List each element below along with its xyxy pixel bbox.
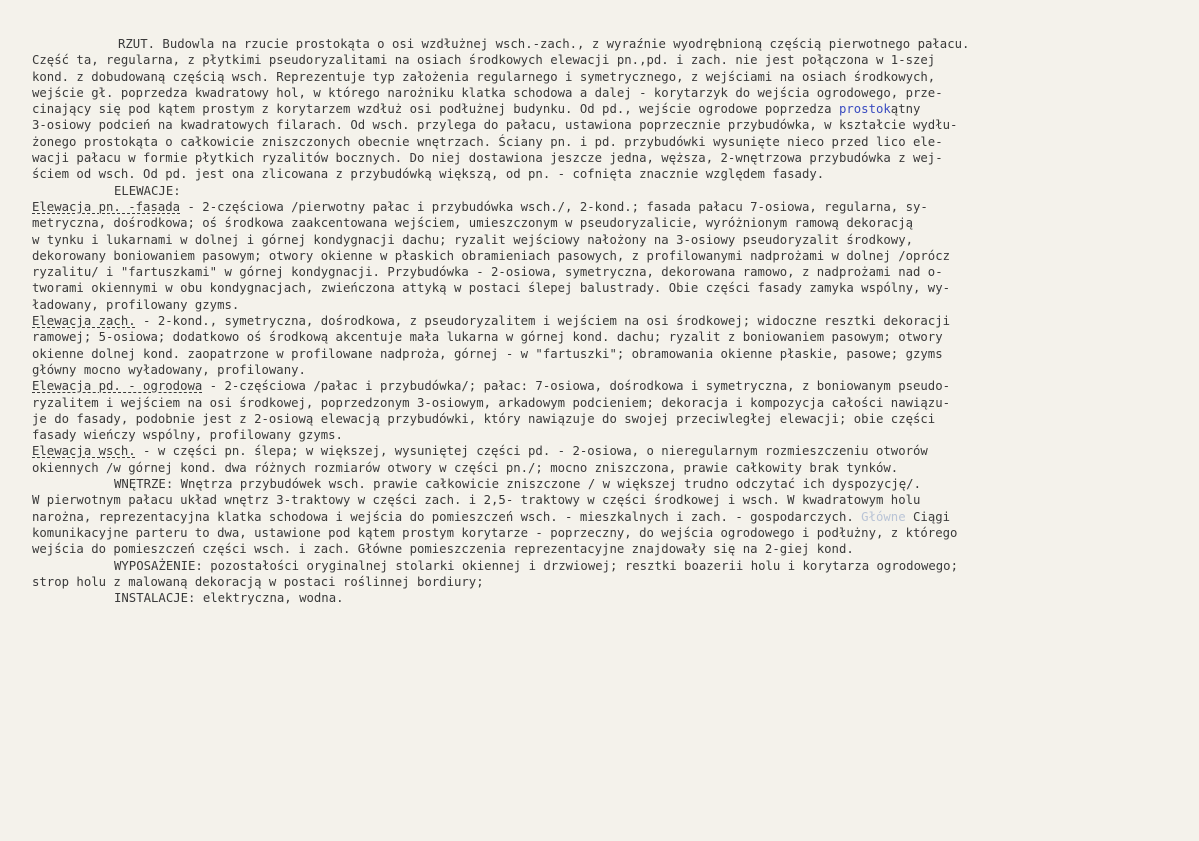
wyposazenie-line-2: strop holu z malowaną dekoracją w postaci roślinnej bordiury; — [32, 574, 484, 589]
elewacja-pn-line-4: dekorowany boniowaniem pasowym; otwory okienne w płaskich obramieniach pasowych, z profilowanymi nadprożami w dolnej /oprócz — [32, 248, 951, 263]
highlighted-word: prostok — [838, 102, 891, 117]
elewacja-zach-line-1: Elewacja zach. - 2-kond., symetryczna, dośrodkowa, z pseudoryzalitem i wejściem na osi środkowej; widoczne resztki dekoracji — [32, 314, 951, 329]
wnetrze-line-1: WNĘTRZE: Wnętrza przybudówek wsch. prawie całkowicie zniszczone / w większej trudno odczytać ich dyspozycję/. — [32, 476, 1172, 492]
wnetrze-line-2: W pierwotnym pałacu układ wnętrz 3-traktowy w części zach. i 2,5- traktowy w części środkowej i wsch. W kwadratowym holu — [32, 493, 921, 508]
elewacja-pn-line-7: ładowany, profilowany gzyms. — [32, 297, 240, 312]
instalacje-label: INSTALACJE: — [114, 591, 196, 606]
elewacja-zach-label: Elewacja zach. — [32, 314, 136, 329]
elewacje-heading: ELEWACJE: — [114, 183, 181, 198]
wyposazenie-label: WYPOSAŻENIE: — [114, 558, 203, 573]
wnetrze-line-4: komunikacyjne parteru to dwa, ustawione pod kątem prostym korytarze - poprzeczny, do wejścia ogrodowego i podłużny, z którego — [32, 525, 958, 540]
elewacja-pn-line-2: metryczna, dośrodkowa; oś środkowa zaakcentowana wejściem, umieszczonym w pseudoryzalicie, wyróżnionym ramową dekoracją — [32, 216, 913, 231]
elewacja-wsch-line-2: okiennych /w górnej kond. dwa różnych rozmiarów otwory w części pn./; mocno zniszczona, prawie całkowity brak tynków. — [32, 460, 899, 475]
elewacja-wsch-line-1: Elewacja wsch. - w części pn. ślepa; w większej, wysuniętej części pd. - 2-osiowa, o nieregularnym rozmieszczeniu otworów — [32, 444, 928, 459]
elewacja-pn-line-5: ryzalitu/ i "fartuszkami" w górnej kondygnacji. Przybudówka - 2-osiowa, symetryczna, dekorowana ramowo, z nadprożami nad o- — [32, 265, 943, 280]
elewacja-zach-line-3: okienne dolnej kond. zaopatrzone w profilowane nadproża, górnej - w "fartuszki"; obramowania okienne płaskie, pasowe; gzyms — [32, 346, 943, 361]
elewacja-pn-line-6: tworami okiennymi w obu kondygnacjach, zwieńczona attyką w postaci ślepej balustrady. Obie części fasady zamyka wspólny, wy- — [32, 281, 951, 296]
elewacja-wsch-label: Elewacja wsch. — [32, 444, 136, 459]
rzut-line-6: 3-osiowy podcień na kwadratowych filarach. Od wsch. przylega do pałacu, ustawiona poprzecznie przybudówka, w kształcie wydłu- — [32, 118, 958, 133]
rzut-line-2: Część ta, regularna, z płytkimi pseudoryzalitami na osiach środkowych elewacji pn.,pd. i zach. nie jest połączona w 1-szej — [32, 53, 936, 68]
elewacja-pd-line-2: ryzalitem i wejściem na osi środkowej, poprzedzonym 3-osiowym, arkadowym podcieniem; dekoracja i kompozycja całości nawiązu- — [32, 395, 951, 410]
elewacja-zach-line-2: ramowej; 5-osiowa; dodatkowo oś środkową akcentuje mała lukarna w górnej kond. dachu; ryzalit z boniowaniem pasowym; otwory — [32, 330, 943, 345]
elewacja-pn-line-1: Elewacja pn. -fasada - 2-częściowa /pierwotny pałac i przybudówka wsch./, 2-kond.; fasada pałacu 7-osiowa, regularna, sy- — [32, 199, 928, 214]
rzut-line-9: ściem od wsch. Od pd. jest ona zlicowana z przybudówką większą, od pn. - cofnięta znacznie względem fasady. — [32, 167, 825, 182]
elewacja-zach-line-4: główny mocno wyładowany, profilowany. — [32, 362, 306, 377]
wnetrze-line-3: narożna, reprezentacyjna klatka schodowa i wejścia do pomieszczeń wsch. - mieszkalnych i zach. - gospodarczych. Główne Ciągi — [32, 509, 951, 524]
wnetrze-label: WNĘTRZE: — [114, 477, 174, 492]
elewacja-pd-line-1: Elewacja pd. - ogrodowa - 2-częściowa /pałac i przybudówka/; pałac: 7-osiowa, dośrodkowa i symetryczna, z boniowanym pseudo- — [32, 379, 951, 394]
rzut-label: RZUT. — [118, 37, 156, 51]
elewacja-pd-line-3: je do fasady, podobnie jest z 2-osiową elewacją przybudówki, który nawiązuje do swojej przeciwległej elewacji; obie części — [32, 411, 936, 426]
rzut-line-5: cinający się pod kątem prostym z korytarzem wzdłuż osi podłużnej budynku. Od pd., wejście ogrodowe poprzedza prostokątny — [32, 102, 921, 117]
wyposazenie-line-1: WYPOSAŻENIE: pozostałości oryginalnej stolarki okiennej i drzwiowej; resztki boazerii holu i korytarza ogrodowego; — [32, 558, 1172, 574]
rzut-line-8: wacji pałacu w formie płytkich ryzalitów bocznych. Do niej dostawiona jeszcze jedna, węższa, 2-wnętrzowa przybudówka z wej- — [32, 151, 943, 166]
elewacja-pd-line-4: fasady wieńczy wspólny, profilowany gzyms. — [32, 428, 343, 443]
faint-word: Główne — [853, 509, 906, 524]
elewacja-pn-line-3: w tynku i lukarnami w dolnej i górnej kondygnacji dachu; ryzalit wejściowy nałożony na 3-osiowy pseudoryzalit środkowy, — [32, 232, 913, 247]
rzut-line-3: kond. z dobudowaną częścią wsch. Reprezentuje typ założenia regularnego i symetrycznego, z wejściami na osiach środkowych, — [32, 69, 936, 84]
rzut-line-1: RZUT. Budowla na rzucie prostokąta o osi wzdłużnej wsch.-zach., z wyraźnie wyodrębnioną częścią pierwotnego pałacu. — [32, 36, 1172, 52]
elewacja-pd-label: Elewacja pd. - ogrodowa — [32, 379, 203, 394]
elewacja-pn-label: Elewacja pn. -fasada — [32, 199, 181, 214]
rzut-line-4: wejście gł. poprzedza kwadratowy hol, w którego narożniku klatka schodowa a dalej - korytarzyk do wejścia ogrodowego, prze- — [32, 85, 943, 100]
document-body — [32, 36, 1172, 606]
instalacje-line-1: INSTALACJE: elektryczna, wodna. — [32, 590, 1172, 606]
wnetrze-line-5: wejścia do pomieszczeń części wsch. i zach. Główne pomieszczenia reprezentacyjne znajdowały się na 2-giej kond. — [32, 542, 854, 557]
rzut-line-7: żonego prostokąta o całkowicie zniszczonych obecnie wnętrzach. Ściany pn. i pd. przybudówki wysunięte nieco przed lico ele- — [32, 134, 943, 149]
